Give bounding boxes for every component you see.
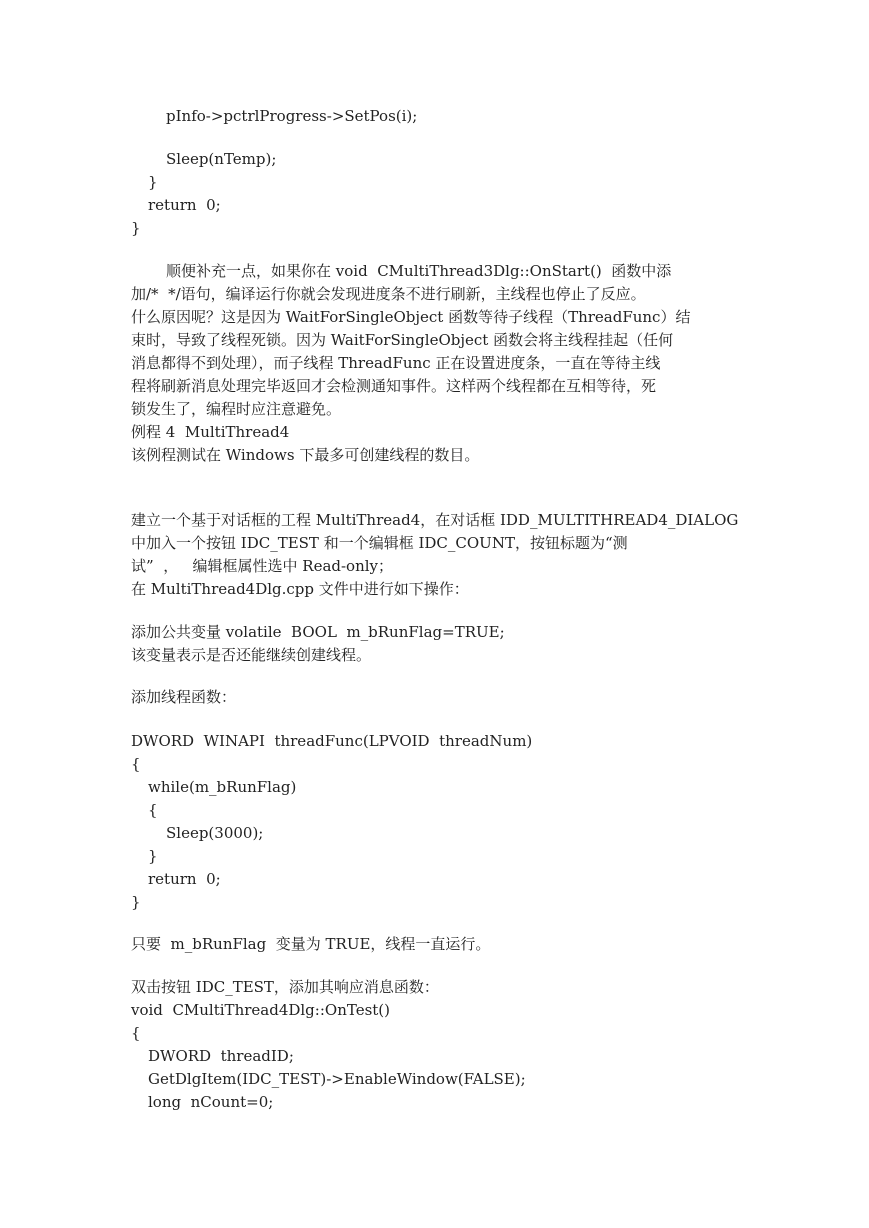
code-line: return 0; [148,870,221,888]
code-line: Sleep(nTemp); [166,150,277,168]
paragraph-line: 顺便补充一点，如果你在 void CMultiThread3Dlg::OnStart() 函数中添 [166,262,672,280]
paragraph-line: 锁发生了，编程时应注意避免。 [131,400,342,418]
paragraph-line: 程将刷新消息处理完毕返回才会检测通知事件。这样两个线程都在互相等待，死 [131,377,657,395]
code-line: void CMultiThread4Dlg::OnTest() [131,1001,390,1019]
paragraph-line: 只要 m_bRunFlag 变量为 TRUE，线程一直运行。 [131,935,491,953]
paragraph-line: 消息都得不到处理），而子线程 ThreadFunc 正在设置进度条，一直在等待主线 [131,354,661,372]
code-line: Sleep(3000); [166,824,264,842]
paragraph-line: 该例程测试在 Windows 下最多可创建线程的数目。 [131,446,480,464]
code-line: { [148,801,158,819]
paragraph-line: 建立一个基于对话框的工程 MultiThread4，在对话框 IDD_MULTITHREAD4_DIALOG [131,511,739,529]
code-line: DWORD threadID; [148,1047,294,1065]
code-line: while(m_bRunFlag) [148,778,297,796]
code-line: } [131,219,141,237]
paragraph-line: 双击按钮 IDC_TEST，添加其响应消息函数： [131,978,439,996]
paragraph-line: 添加公共变量 volatile BOOL m_bRunFlag=TRUE; [131,623,505,641]
section-heading: 例程 4 MultiThread4 [131,423,290,441]
code-line: { [131,1024,141,1042]
code-line: DWORD WINAPI threadFunc(LPVOID threadNum) [131,732,533,750]
code-line: long nCount=0; [148,1093,274,1111]
paragraph-line: 试” ， 编辑框属性选中 Read-only； [131,557,394,575]
code-line: } [131,893,141,911]
code-line: { [131,755,141,773]
code-line: GetDlgItem(IDC_TEST)->EnableWindow(FALSE); [148,1070,526,1088]
code-line: } [148,173,158,191]
paragraph-line: 该变量表示是否还能继续创建线程。 [131,646,372,664]
code-line: pInfo->pctrlProgress->SetPos(i); [166,107,418,125]
paragraph-line: 在 MultiThread4Dlg.cpp 文件中进行如下操作： [131,580,469,598]
paragraph-line: 加/* */语句，编译运行你就会发现进度条不进行刷新，主线程也停止了反应。 [131,285,646,303]
code-line: return 0; [148,196,221,214]
paragraph-line: 什么原因呢？这是因为 WaitForSingleObject 函数等待子线程（ThreadFunc）结 [131,308,691,326]
code-line: } [148,847,158,865]
paragraph-line: 束时，导致了线程死锁。因为 WaitForSingleObject 函数会将主线程挂起（任何 [131,331,674,349]
paragraph-line: 添加线程函数： [131,688,237,706]
paragraph-line: 中加入一个按钮 IDC_TEST 和一个编辑框 IDC_COUNT，按钮标题为“测 [131,534,628,552]
